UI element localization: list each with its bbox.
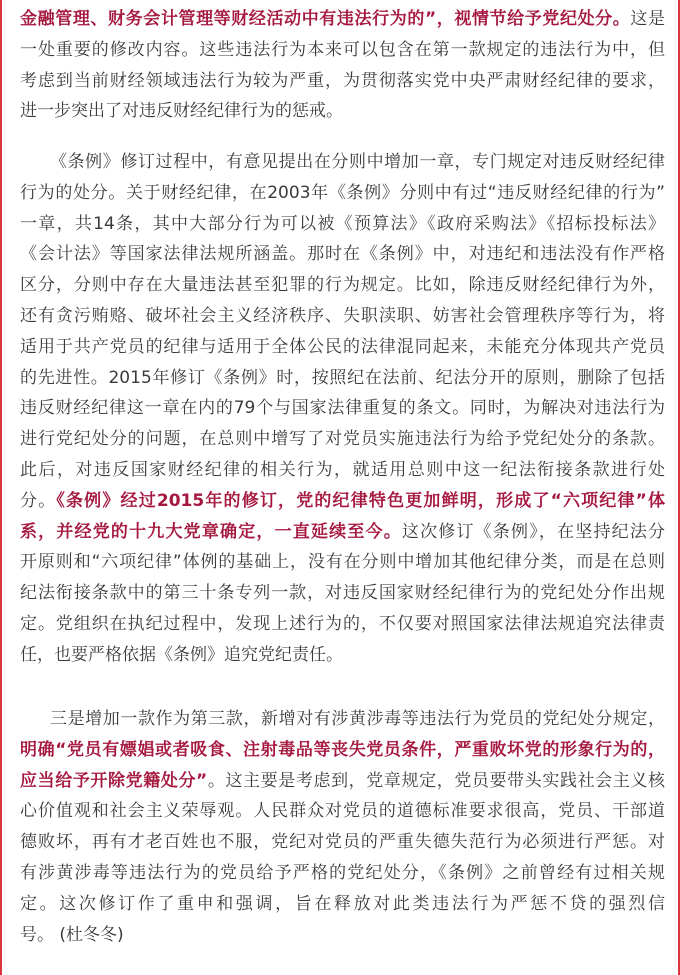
text-line [20,96,665,127]
text-line [20,858,665,889]
body-text: 三是增加一款作为第三款，新增对有涉黄涉毒等违法行为党员的党纪处分规定， [50,709,665,729]
text-line [20,517,665,548]
body-text: 定。这次修订作了重申和强调，旨在释放对此类违法行为严惩不贷的强烈信 [20,893,665,914]
text-line [20,4,665,35]
body-text: 这次修订《条例》，在坚持纪法分 [401,521,666,542]
body-text: 这是 [630,9,666,29]
body-text: 任，也要严格依据《条例》追究党纪责任。 [20,644,343,665]
text-line [20,796,665,827]
body-text: 分。 [20,490,57,511]
text-line [20,301,665,332]
text-line [20,889,665,920]
body-text: 号。 (杜冬冬) [20,924,124,945]
text-line [20,578,665,609]
text-line [20,239,665,270]
body-text: 区分，分则中存在大量违法甚至犯罪的行为规定。比如，除违反财经纪律行为外， [20,275,665,296]
emphasized-text: 《条例》经过2015年的修订，党的纪律特色更加鲜明，形成了“六项纪律”体 [56,490,665,511]
body-text: 心价值观和社会主义荣辱观。人民群众对党员的道德标准要求很高，党员、干部道 [20,801,665,822]
paragraph-financial-management [20,4,665,127]
text-line [20,332,665,363]
body-text: 有涉黄涉毒等违法行为的党员给予严格的党纪处分，《条例》之前曾经有过相关规 [20,862,665,883]
body-text: 定。党组织在执纪过程中，发现上述行为的，不仅要对照国家法律法规追究法律责 [20,613,665,634]
text-line [20,640,665,671]
body-text: 进一步突出了对违反财经纪律行为的惩戒。 [20,101,343,122]
body-text: 纪法衔接条款中的第三十条专列一款，对违反国家财经纪律行为的党纪处分作出规 [20,583,665,604]
text-line [20,920,665,951]
text-line [20,424,665,455]
text-line [20,486,665,517]
emphasized-text: 金融管理、财务会计管理等财经活动中有违法行为的”，视情节给予党纪处分。 [20,9,631,29]
text-line [20,827,665,858]
paragraph-revision-process [20,147,665,671]
text-line [20,547,665,578]
body-text: 《条例》修订过程中，有意见提出在分则中增加一章，专门规定对违反财经纪律 [50,152,665,172]
body-text: 一章，共14条，其中大部分行为可以被《预算法》《政府采购法》《招标投标法》 [20,213,665,234]
body-text: 此后，对违反国家财经纪律的相关行为，就适用总则中这一纪法衔接条款进行处 [20,459,665,480]
text-line [20,735,665,766]
text-line [20,270,665,301]
body-text: 开原则和“六项纪律”体例的基础上，没有在分则中增加其他纪律分类，而是在总则 [20,552,665,573]
text-line [20,363,665,394]
body-text: 德败坏，再有才老百姓也不服，党纪对党员的严重失德失范行为必须进行严惩。对 [20,832,665,853]
text-line [20,455,665,486]
emphasized-text: 应当给予开除党籍处分” [20,770,208,791]
text-line [20,147,665,178]
text-line [20,66,665,97]
text-line [20,209,665,240]
body-text: 《会计法》等国家法律法规所涵盖。那时在《条例》中，对违纪和违法没有作严格 [20,244,665,265]
body-text: 进行党纪处分的问题，在总则中增写了对党员实施违法行为给予党纪处分的条款。 [20,429,665,450]
text-line [20,393,665,424]
body-text: 。这主要是考虑到，党章规定，党员要带头实践社会主义核 [207,770,665,791]
body-text: 考虑到当前财经领域违法行为较为严重，为贯彻落实党中央严肃财经纪律的要求， [20,70,665,91]
text-line [20,35,665,66]
text-line [20,609,665,640]
paragraph-third-clause [20,704,665,950]
text-line [20,704,665,735]
body-text: 违反财经纪律这一章在内的79个与国家法律重复的条文。同时，为解决对违法行为 [20,398,665,419]
body-text: 适用于共产党员的纪律与适用于全体公民的法律混同起来，未能充分体现共产党员 [20,336,665,357]
body-text: 的先进性。2015年修订《条例》时，按照纪在法前、纪法分开的原则，删除了包括 [20,367,665,388]
body-text: 一处重要的修改内容。这些违法行为本来可以包含在第一款规定的违法行为中，但 [20,39,665,60]
emphasized-text: 明确“党员有嫖娼或者吸食、注射毒品等丧失党员条件，严重败坏党的形象行为的， [20,739,665,760]
body-text: 行为的处分。关于财经纪律，在2003年《条例》分则中有过“违反财经纪律的行为” [20,182,665,203]
body-text: 还有贪污贿赂、破坏社会主义经济秩序、失职渎职、妨害社会管理秩序等行为，将 [20,305,665,326]
text-line [20,766,665,797]
emphasized-text: 系，并经党的十九大党章确定，一直延续至今。 [20,521,402,542]
text-line [20,178,665,209]
